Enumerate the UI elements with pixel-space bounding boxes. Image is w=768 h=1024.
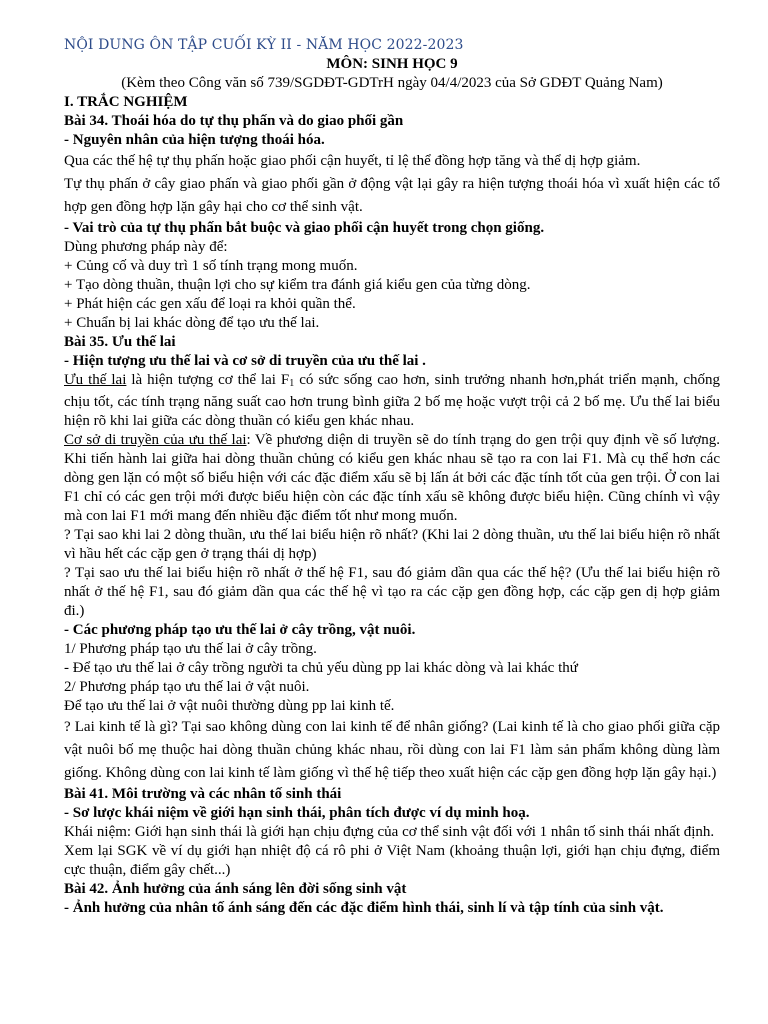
lesson-34-item: + Phát hiện các gen xấu để loại ra khỏi quần thể.	[64, 296, 356, 312]
lesson-41-para2: Xem lại SGK về ví dụ giới hạn nhiệt độ cá rô phi ở Việt Nam (khoảng thuận lợi, giới hạn chịu đựng, điểm cực thuận, điểm gây chết...)	[64, 843, 720, 878]
lesson-35-basis	[64, 431, 720, 526]
lesson-41-sub1: - Sơ lược khái niệm về giới hạn sinh thái, phân tích được ví dụ minh hoạ.	[64, 805, 530, 821]
definition-text-a: là hiện tượng cơ thể lai F	[126, 372, 290, 388]
lesson-35-title: Bài 35. Ưu thế lai	[64, 334, 176, 350]
lesson-35-sub1: - Hiện tượng ưu thế lai và cơ sở di truyền của ưu thế lai .	[64, 353, 426, 369]
lesson-35-question3: ? Lai kinh tế là gì? Tại sao không dùng con lai kinh tế để nhân giống? (Lai kinh tế là cho giao phối giữa cặp vật nuôi bố mẹ thuộc hai dòng thuần chủng khác nhau, rồi dùng con lai F1 làm sản phẩm không dùng làm giống. Không dùng con lai kinh tế làm giống vì thế hệ tiếp theo xuất hiện các cặp gen đồng hợp lặn gây hại.)	[64, 719, 720, 781]
lesson-34-item: + Củng cố và duy trì 1 số tính trạng mong muốn.	[64, 258, 358, 274]
section-heading: I. TRẮC NGHIỆM	[64, 94, 188, 110]
basis-text: : Về phương diện di truyền sẽ do tính trạng do gen trội quy định về số lượng. Khi tiến hành lai giữa hai dòng thuần chủng có kiểu gen khác nhau sẽ tạo ra con lai F1. Mà cụ thể hơn các dòng gen lặn có một số biểu hiện với các đặc điểm xấu sẽ bị lấn át bởi các đặc tính tốt của gen trội. Ở con lai F1 chỉ có các gen trội mới được biểu hiện còn các đặc tính xấu sẽ không được biểu hiện. Cũng chính vì vậy mà con lai F1 mới mang đến nhiều đặc điểm tốt như mong muốn.	[64, 432, 720, 524]
lesson-35-sub2: - Các phương pháp tạo ưu thế lai ở cây trồng, vật nuôi.	[64, 622, 416, 638]
method-2-detail: Để tạo ưu thế lai ở vật nuôi thường dùng pp lai kinh tế.	[64, 698, 395, 714]
lesson-34-para2: Tự thụ phấn ở cây giao phấn và giao phối gần ở động vật lại gây ra hiện tượng thoái hóa vì xuất hiện các tổ hợp gen đồng hợp lặn gây hại cho cơ thể sinh vật.	[64, 176, 720, 215]
basis-term: Cơ sở di truyền của ưu thế lai	[64, 432, 247, 448]
lesson-41-para1: Khái niệm: Giới hạn sinh thái là giới hạn chịu đựng của cơ thể sinh vật đối với 1 nhân tố sinh thái nhất định.	[64, 824, 715, 840]
lesson-35-question1: ? Tại sao khi lai 2 dòng thuần, ưu thế lai biểu hiện rõ nhất? (Khi lai 2 dòng thuần, ưu thế lai biểu hiện rõ nhất vì hầu hết các cặp gen ở trạng thái dị hợp)	[64, 527, 720, 562]
lesson-35-definition	[64, 371, 720, 431]
document-page	[64, 36, 720, 918]
method-1: 1/ Phương pháp tạo ưu thế lai ở cây trồng.	[64, 641, 317, 657]
definition-text-b: có sức sống cao hơn, sinh trưởng nhanh hơn,phát triển mạnh, chống chịu tốt, các tính trạng năng suất cao hơn trung bình giữa 2 bố mẹ hoặc vượt trội cả 2 bố mẹ. Ưu thế lai biểu hiện rõ khi lai giữa các dòng thuần có kiểu gen khác nhau.	[64, 372, 721, 429]
lesson-34-sub1: - Nguyên nhân của hiện tượng thoái hóa.	[64, 132, 325, 148]
lesson-34-para3: Dùng phương pháp này để:	[64, 239, 228, 255]
reference-note: (Kèm theo Công văn số 739/SGDĐT-GDTrH ngày 04/4/2023 của Sở GDĐT Quảng Nam)	[121, 75, 663, 91]
lesson-34-item: + Tạo dòng thuần, thuận lợi cho sự kiểm tra đánh giá kiểu gen của từng dòng.	[64, 277, 531, 293]
definition-term: Ưu thế lai	[64, 372, 127, 388]
method-2: 2/ Phương pháp tạo ưu thế lai ở vật nuôi.	[64, 679, 310, 695]
lesson-42-title: Bài 42. Ảnh hưởng của ánh sáng lên đời sống sinh vật	[64, 881, 407, 897]
subject-heading: MÔN: SINH HỌC 9	[326, 56, 458, 72]
method-1-detail: - Để tạo ưu thế lai ở cây trồng người ta chủ yếu dùng pp lai khác dòng và lai khác thứ	[64, 660, 578, 676]
lesson-41-title: Bài 41. Môi trường và các nhân tố sinh thái	[64, 786, 342, 802]
lesson-35-question2: ? Tại sao ưu thế lai biểu hiện rõ nhất ở thế hệ F1, sau đó giảm dần qua các thế hệ? (Ưu thế lai biểu hiện rõ nhất ở thế hệ F1, sau đó giảm dần qua các thế hệ vì tạo ra các cặp gen đồng hợp, các cặp gen dị hợp giảm đi.)	[64, 565, 720, 619]
lesson-34-item: + Chuẩn bị lai khác dòng để tạo ưu thế lai.	[64, 315, 320, 331]
lesson-34-sub2: - Vai trò của tự thụ phấn bắt buộc và giao phối cận huyết trong chọn giống.	[64, 220, 545, 236]
document-title: NỘI DUNG ÔN TẬP CUỐI KỲ II - NĂM HỌC 2022-2023	[64, 37, 464, 53]
lesson-34-para1: Qua các thế hệ tự thụ phấn hoặc giao phối cận huyết, tỉ lệ thể đồng hợp tăng và thể dị hợp giảm.	[64, 153, 641, 169]
lesson-34-title: Bài 34. Thoái hóa do tự thụ phấn và do giao phối gần	[64, 113, 404, 129]
lesson-42-sub1: - Ảnh hưởng của nhân tố ánh sáng đến các đặc điểm hình thái, sinh lí và tập tính của sinh vật.	[64, 900, 664, 916]
definition-subscript: 1	[289, 378, 295, 389]
